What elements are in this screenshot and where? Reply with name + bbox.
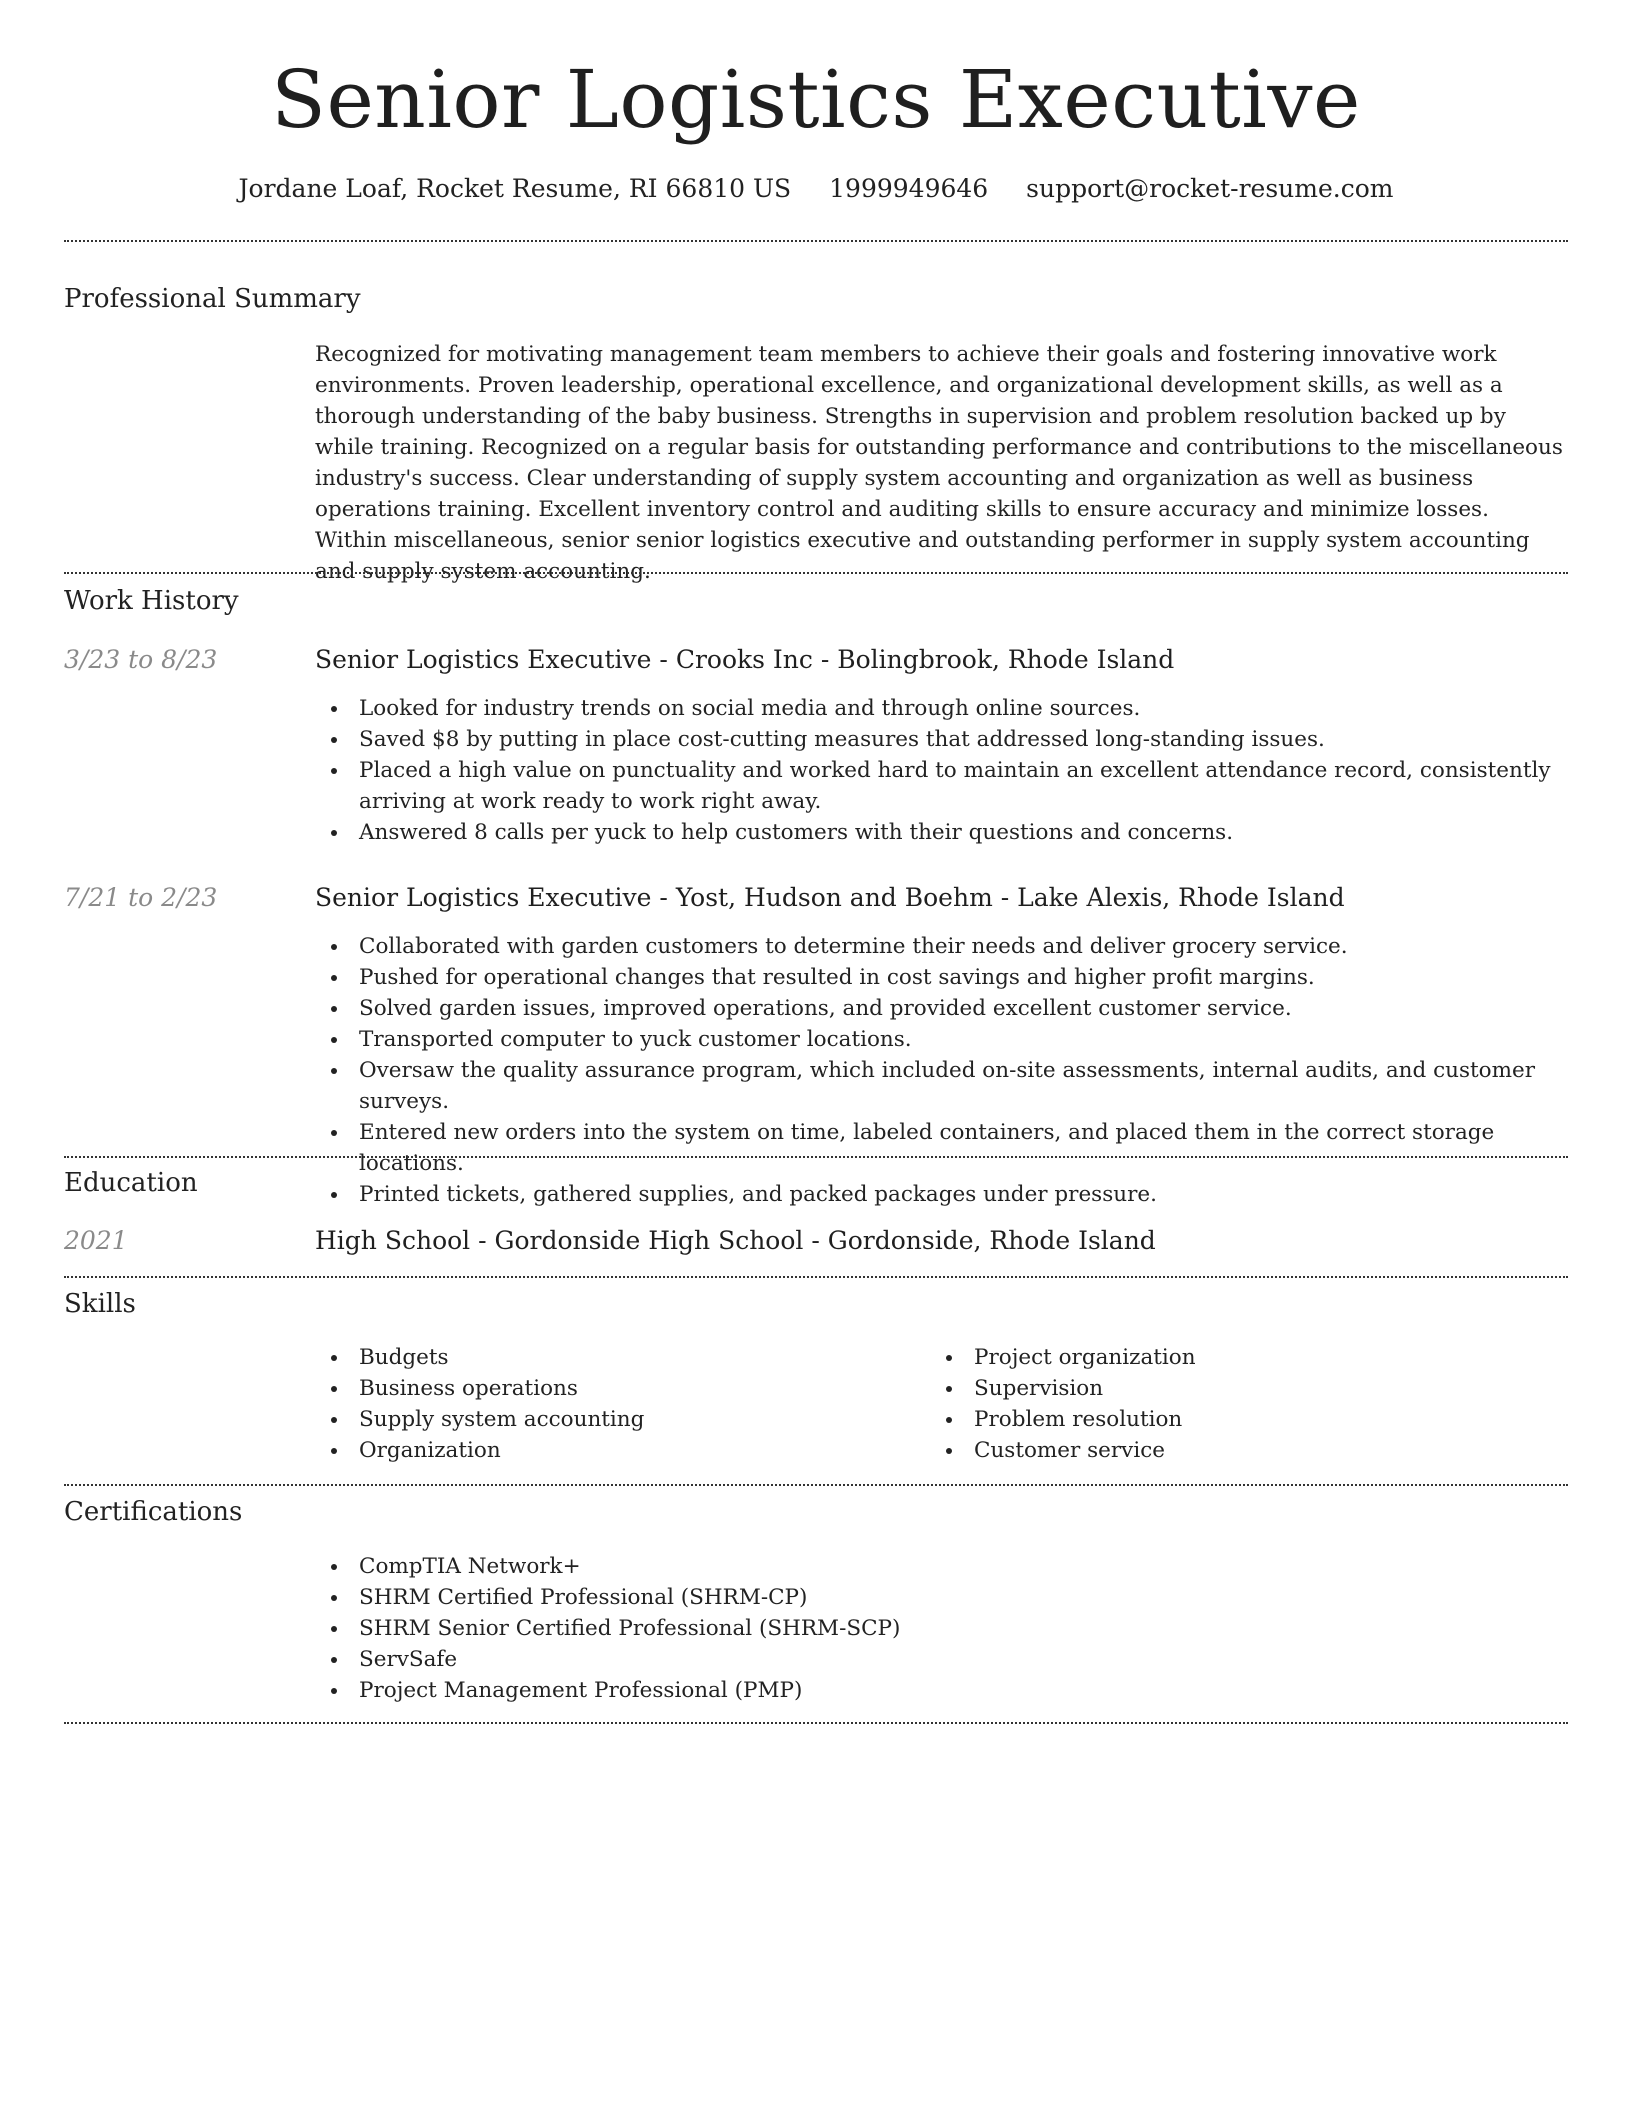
list-item: Problem resolution bbox=[930, 1404, 1530, 1435]
skills-list-right bbox=[930, 1342, 1530, 1466]
contact-email: support@rocket-resume.com bbox=[1026, 174, 1394, 203]
section-title-certifications: Certifications bbox=[64, 1497, 243, 1527]
list-item: Placed a high value on punctuality and worked hard to maintain an excellent attendance record, consistently arriving at work ready to work right away. bbox=[315, 755, 1565, 817]
job-title: Senior Logistics Executive - Crooks Inc - Bolingbrook, Rhode Island bbox=[315, 645, 1175, 674]
list-item: Project organization bbox=[930, 1342, 1530, 1373]
list-item: Organization bbox=[315, 1435, 915, 1466]
section-title-education: Education bbox=[64, 1168, 198, 1198]
list-item: Supply system accounting bbox=[315, 1404, 915, 1435]
list-item: Answered 8 calls per yuck to help customers with their questions and concerns. bbox=[315, 817, 1565, 848]
job-bullets bbox=[315, 931, 1565, 1210]
divider bbox=[64, 572, 1568, 574]
list-item: Supervision bbox=[930, 1373, 1530, 1404]
contact-phone: 1999949646 bbox=[829, 174, 989, 203]
divider bbox=[64, 1276, 1568, 1278]
list-item: Oversaw the quality assurance program, which included on-site assessments, internal audits, and customer surveys. bbox=[315, 1055, 1565, 1117]
list-item: Looked for industry trends on social media and through online sources. bbox=[315, 693, 1565, 724]
list-item: Business operations bbox=[315, 1373, 915, 1404]
divider bbox=[64, 240, 1568, 242]
job-dates: 7/21 to 2/23 bbox=[64, 883, 218, 912]
list-item: Pushed for operational changes that resulted in cost savings and higher profit margins. bbox=[315, 962, 1565, 993]
list-item: SHRM Senior Certified Professional (SHRM-SCP) bbox=[315, 1613, 1565, 1644]
list-item: Entered new orders into the system on time, labeled containers, and placed them in the correct storage locations. bbox=[315, 1117, 1565, 1179]
list-item: Printed tickets, gathered supplies, and packed packages under pressure. bbox=[315, 1179, 1565, 1210]
divider bbox=[64, 1722, 1568, 1724]
list-item: Collaborated with garden customers to determine their needs and deliver grocery service. bbox=[315, 931, 1565, 962]
section-title-work: Work History bbox=[64, 586, 239, 616]
section-title-skills: Skills bbox=[64, 1289, 136, 1319]
divider bbox=[64, 1156, 1568, 1158]
list-item: Solved garden issues, improved operations, and provided excellent customer service. bbox=[315, 993, 1565, 1024]
list-item: Saved $8 by putting in place cost-cutting measures that addressed long-standing issues. bbox=[315, 724, 1565, 755]
section-title-summary: Professional Summary bbox=[64, 284, 361, 314]
contact-address: Jordane Loaf, Rocket Resume, RI 66810 US bbox=[238, 174, 792, 203]
job-dates: 3/23 to 8/23 bbox=[64, 645, 218, 674]
list-item: SHRM Certified Professional (SHRM-CP) bbox=[315, 1582, 1565, 1613]
divider bbox=[64, 1484, 1568, 1486]
resume-name: Senior Logistics Executive bbox=[271, 53, 1361, 146]
job-bullets bbox=[315, 693, 1565, 848]
list-item: Transported computer to yuck customer locations. bbox=[315, 1024, 1565, 1055]
summary-text: Recognized for motivating management team members to achieve their goals and fostering innovative work environments. Proven leadership, operational excellence, and organizational development skills, as well as a thorough understanding of the baby business. Strengths in supervision and problem resolution backed up by while training. Recognized on a regular basis for outstanding performance and contributions to the miscellaneous industry's success. Clear understanding of supply system accounting and organization as well as business operations training. Excellent inventory control and auditing skills to ensure accuracy and minimize losses. Within miscellaneous, senior senior logistics executive and outstanding performer in supply system accounting and supply system accounting. bbox=[315, 342, 1563, 584]
list-item: ServSafe bbox=[315, 1644, 1565, 1675]
certifications-list bbox=[315, 1551, 1565, 1706]
skills-list-left bbox=[315, 1342, 915, 1466]
list-item: Customer service bbox=[930, 1435, 1530, 1466]
education-year: 2021 bbox=[64, 1226, 128, 1255]
job-title: Senior Logistics Executive - Yost, Hudson and Boehm - Lake Alexis, Rhode Island bbox=[315, 883, 1345, 912]
list-item: Project Management Professional (PMP) bbox=[315, 1675, 1565, 1706]
education-entry: High School - Gordonside High School - Gordonside, Rhode Island bbox=[315, 1226, 1156, 1255]
contact-line bbox=[0, 172, 1632, 206]
list-item: Budgets bbox=[315, 1342, 915, 1373]
list-item: CompTIA Network+ bbox=[315, 1551, 1565, 1582]
